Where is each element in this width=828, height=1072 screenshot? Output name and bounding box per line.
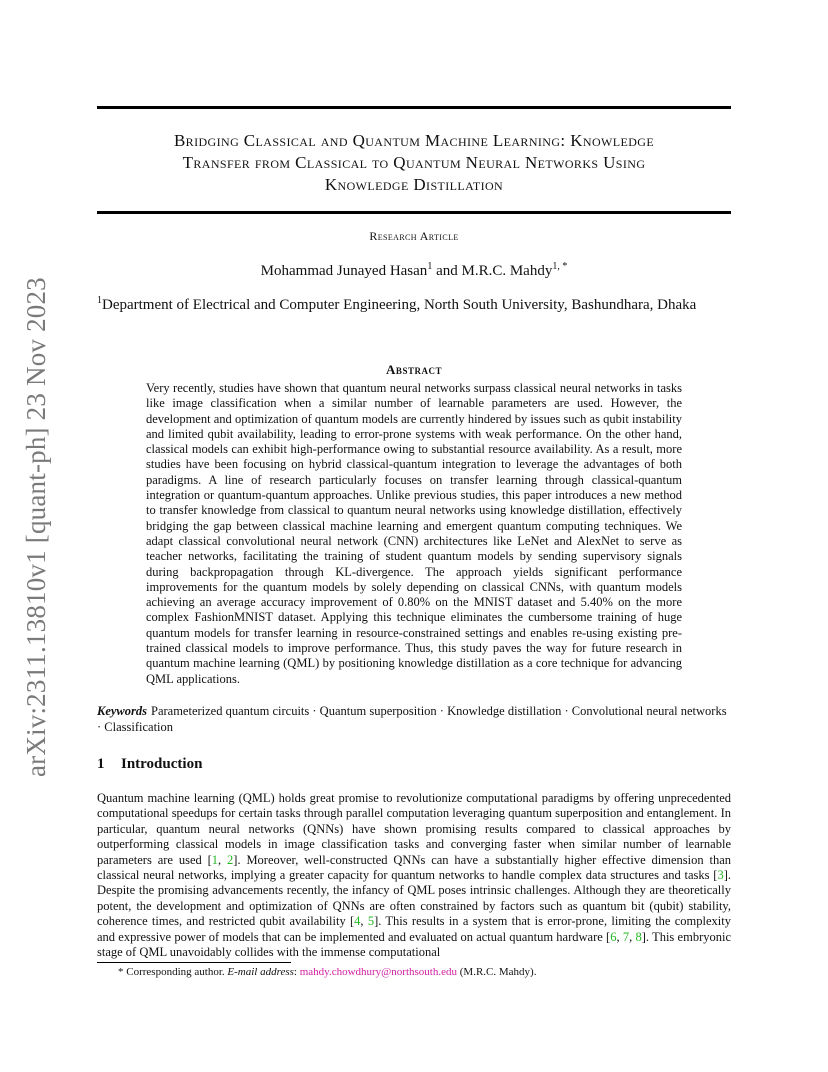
footnote-colon: : [293, 966, 300, 978]
keywords [97, 704, 731, 735]
introduction-paragraph [97, 791, 731, 960]
email-link[interactable]: mahdy.chowdhury@northsouth.edu [299, 966, 458, 978]
intro-text: ]. This embryonic stage of QML unavoidably collides with the immense computational [97, 929, 731, 960]
intro-text: ]. This results in a system that is error-prone, limiting the complexity and expressive power of models that can be implemented and evaluated on actual quantum hardware [ [97, 914, 731, 944]
citation-link[interactable]: 4 [354, 914, 361, 929]
intro-text: ]. Despite the promising advancements recently, the infancy of QML poses intrinsic challenges. Although they are theoretically potent, the development and optimization of QNNs are often constrained by factors such as quantum bit (qubit) stability, coherence times, and restricted qubit availability [ [97, 868, 731, 929]
paper-title [97, 130, 731, 196]
affiliation-number: 1 [97, 295, 102, 306]
citation-link[interactable]: 1 [211, 852, 219, 867]
footnote-prefix: * Corresponding author. [118, 966, 228, 978]
title-rule-bottom [97, 211, 731, 214]
title-rule-top [97, 106, 731, 109]
citation-link[interactable]: 2 [227, 852, 234, 867]
keywords-label: Keywords [97, 704, 147, 718]
author-name: M.R.C. Mahdy [461, 263, 553, 279]
title-line-2: Transfer from Classical to Quantum Neural Networks Using [182, 153, 646, 172]
footnote-email-label: E-mail address [227, 966, 294, 978]
author-list [97, 263, 731, 280]
section-title: Introduction [121, 756, 203, 772]
affiliation [97, 297, 737, 314]
citation-link[interactable]: 3 [717, 868, 724, 883]
affiliation-text: Department of Electrical and Computer Engineering, North South University, Bashundhara, Dhaka [102, 297, 697, 313]
citation-separator: , [616, 929, 623, 944]
citation-link[interactable]: 8 [635, 929, 642, 944]
corresponding-author-footnote [118, 965, 731, 979]
footnote-rule [97, 962, 291, 963]
affiliation-marker: 1 [427, 261, 433, 272]
citation-separator: , [629, 929, 636, 944]
affiliation-marker: 1, * [552, 261, 568, 272]
citation-link[interactable]: 7 [622, 929, 630, 944]
article-type: Research Article [369, 229, 459, 243]
intro-text: ]. Moreover, well-constructed QNNs can have a substantially higher effective dimension than classical neural networks, implying a greater capacity for quantum networks to handle complex data structures and tasks [ [97, 852, 731, 883]
section-heading [97, 756, 731, 773]
keywords-text: Parameterized quantum circuits · Quantum superposition · Knowledge distillation · Convolutional neural networks · Classification [97, 704, 727, 734]
citation-link[interactable]: 6 [610, 929, 617, 944]
citation-link[interactable]: 5 [367, 914, 375, 929]
abstract-text: Very recently, studies have shown that quantum neural networks surpass classical neural networks in tasks like image classification when a similar number of learnable parameters are used. However, the development and optimization of quantum models are currently hindered by issues such as qubit instability and limited qubit availability, leading to error-prone systems with weak performance. On the other hand, classical models can exhibit high-performance owing to substantial resource availability. As a result, more studies have been focusing on hybrid classical-quantum integration to leverage the advantages of both paradigms. A line of research particularly focuses on transfer learning through classical-quantum integration or quantum-quantum approaches. Unlike previous studies, this paper introduces a new method to transfer knowledge from classical to quantum neural networks using knowledge distillation, effectively bridging the gap between classical machine learning and emergent quantum computing techniques. We adapt classical convolutional neural network (CNN) architectures like LeNet and AlexNet to serve as teacher networks, facilitating the training of student quantum models by sending supervisory signals during backpropagation through KL-divergence. The approach yields significant performance improvements for the quantum models by solely depending on classical CNNs, with quantum models achieving an average accuracy improvement of 0.80% on the MNIST dataset and 5.40% on the more complex FashionMNIST dataset. Applying this technique eliminates the cumbersome training of huge quantum models for transfer learning in resource-constrained settings and enables re-using existing pre-trained classical models to improve performance. Thus, this study paves the way for future research in quantum machine learning (QML) by positioning knowledge distillation as a core technique for advancing QML applications. [146, 381, 682, 686]
arxiv-identifier: arXiv:2311.13810v1 [quant-ph] 23 Nov 2023 [21, 277, 51, 777]
intro-text: Quantum machine learning (QML) holds great promise to revolutionize computational paradigms by offering unprecedented computational speedups for certain tasks through parallel computation leveraging quantum superposition and entanglement. In particular, quantum neural networks (QNNs) have shown promising results compared to classical approaches by outperforming classical models in image classification tasks and converging faster when similar number of learnable parameters are used [ [97, 791, 731, 867]
author-name: Mohammad Junayed Hasan [260, 263, 428, 279]
abstract-heading: Abstract [386, 362, 442, 377]
section-number: 1 [97, 756, 105, 772]
title-line-1: Bridging Classical and Quantum Machine Learning: Knowledge [173, 131, 655, 150]
author-separator: and [432, 263, 462, 279]
citation-separator: , [360, 914, 368, 929]
citation-separator: , [218, 852, 228, 867]
footnote-suffix: (M.R.C. Mahdy). [457, 966, 537, 978]
title-line-3: Knowledge Distillation [324, 175, 504, 194]
